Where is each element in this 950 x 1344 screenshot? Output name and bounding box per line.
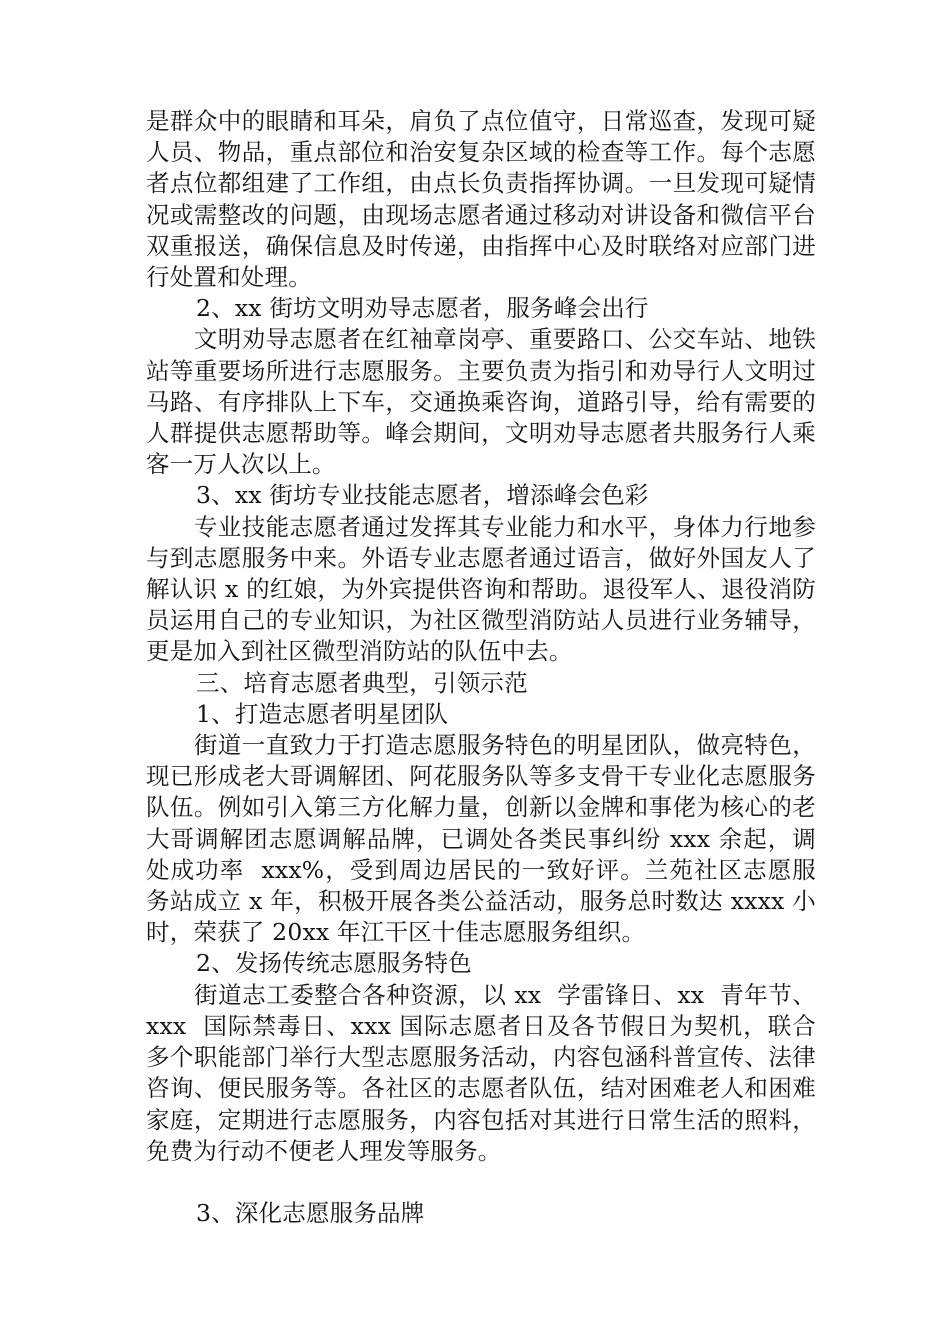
paragraph-skilled-volunteers: 专业技能志愿者通过发挥其专业能力和水平，身体力行地参与到志愿服务中来。外语专业志愿者通过语言，做好外国友人了解认识 x 的红娘，为外宾提供咨询和帮助。退役军人、退役消防员运用自己的专业知识，为社区微型消防站人员进行业务辅导，更是加入到社区微型消防站的队伍中去。 [146,512,816,666]
paragraph-civility-volunteers: 文明劝导志愿者在红袖章岗亭、重要路口、公交车站、地铁站等重要场所进行志愿服务。主要负责为指引和劝导行人文明过马路、有序排队上下车，交通换乘咨询，道路引导，给有需要的人群提供志愿帮助等。峰会期间，文明劝导志愿者共服务行人乘客一万人次以上。 [146,325,816,479]
heading-skilled-volunteers: 3、xx 街坊专业技能志愿者，增添峰会色彩 [196,481,649,510]
document-body [146,106,816,1229]
heading-civility-volunteers: 2、xx 街坊文明劝导志愿者，服务峰会出行 [196,294,649,323]
heading-deepen-brand: 3、深化志愿服务品牌 [196,1199,425,1228]
heading-traditional-service: 2、发扬传统志愿服务特色 [196,949,472,978]
blank-line [146,1167,816,1198]
paragraph-traditional-service: 街道志工委整合各种资源，以 xx 学雷锋日、xx 青年节、xxx 国际禁毒日、xxx 国际志愿者日及各节假日为契机，联合多个职能部门举行大型志愿服务活动，内容包涵科普宣传、法律咨询、便民服务等。各社区的志愿者队伍，结对困难老人和困难家庭，定期进行志愿服务，内容包括对其进行日常生活的照料，免费为行动不便老人理发等服务。 [146,980,816,1165]
heading-star-team: 1、打造志愿者明星团队 [196,699,449,728]
heading-section-three: 三、培育志愿者典型，引领示范 [196,668,528,697]
paragraph-star-team: 街道一直致力于打造志愿服务特色的明星团队，做亮特色，现已形成老大哥调解团、阿花服务队等多支骨干专业化志愿服务队伍。例如引入第三方化解力量，创新以金牌和事佬为核心的老大哥调解团志愿调解品牌，已调处各类民事纠纷 xxx 余起，调处成功率 xxx%，受到周边居民的一致好评。兰苑社区志愿服务站成立 x 年，积极开展各类公益活动，服务总时数达 xxxx 小时，荣获了 20xx 年江干区十佳志愿服务组织。 [146,731,816,947]
paragraph-patrol-volunteers: 是群众中的眼睛和耳朵，肩负了点位值守，日常巡查，发现可疑人员、物品，重点部位和治安复杂区域的检查等工作。每个志愿者点位都组建了工作组，由点长负责指挥协调。一旦发现可疑情况或需整改的问题，由现场志愿者通过移动对讲设备和微信平台双重报送，确保信息及时传递，由指挥中心及时联络对应部门进行处置和处理。 [146,107,816,292]
